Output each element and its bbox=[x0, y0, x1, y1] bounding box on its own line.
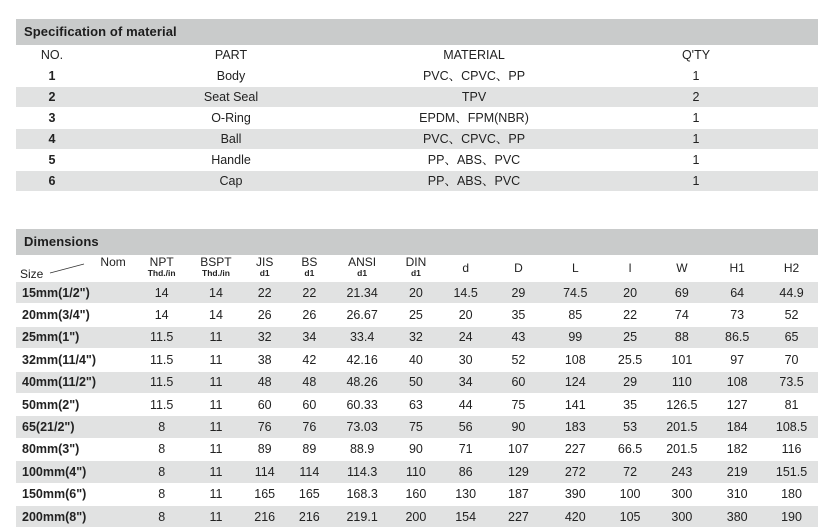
dim-value-cell: 11.5 bbox=[134, 349, 190, 371]
spec-header-material: MATERIAL bbox=[443, 48, 505, 62]
dim-value-cell: 20 bbox=[393, 282, 440, 304]
dim-value-cell: 73 bbox=[709, 304, 765, 326]
dim-size-cell: 25mm(1") bbox=[16, 326, 134, 348]
dim-value-cell: 219 bbox=[709, 461, 765, 483]
dim-value-cell: 43 bbox=[492, 326, 545, 348]
dim-row bbox=[16, 326, 818, 348]
dim-value-cell: 30 bbox=[439, 349, 492, 371]
dim-value-cell: 25.5 bbox=[606, 349, 655, 371]
dim-header-row bbox=[16, 255, 818, 282]
dim-column-header bbox=[134, 255, 190, 282]
dim-column-header bbox=[654, 255, 709, 282]
dim-header-main: BSPT bbox=[200, 255, 232, 269]
spec-row bbox=[16, 129, 818, 150]
dim-header-main: H1 bbox=[729, 260, 745, 275]
dim-value-cell: 190 bbox=[765, 505, 818, 527]
dim-value-cell: 75 bbox=[393, 416, 440, 438]
dim-value-cell: 72 bbox=[606, 461, 655, 483]
spec-material-cell: PP、ABS、PVC bbox=[427, 153, 521, 167]
spec-no-cell: 2 bbox=[48, 90, 56, 104]
dim-value-cell: 168.3 bbox=[332, 483, 393, 505]
dim-value-cell: 69 bbox=[654, 282, 709, 304]
dim-value-cell: 300 bbox=[654, 505, 709, 527]
dim-value-cell: 35 bbox=[606, 393, 655, 415]
dim-value-cell: 101 bbox=[654, 349, 709, 371]
dim-value-cell: 227 bbox=[492, 505, 545, 527]
dim-value-cell: 105 bbox=[606, 505, 655, 527]
spec-part-cell: Cap bbox=[219, 174, 243, 188]
dim-value-cell: 70 bbox=[765, 349, 818, 371]
dim-value-cell: 14 bbox=[134, 304, 190, 326]
dim-value-cell: 42 bbox=[287, 349, 332, 371]
dim-column-header bbox=[287, 255, 332, 282]
dim-value-cell: 272 bbox=[545, 461, 606, 483]
dim-value-cell: 11 bbox=[190, 393, 243, 415]
dim-value-cell: 11.5 bbox=[134, 326, 190, 348]
dim-header-main: D bbox=[514, 260, 523, 275]
dim-row bbox=[16, 349, 818, 371]
dim-value-cell: 25 bbox=[606, 326, 655, 348]
dim-value-cell: 38 bbox=[242, 349, 287, 371]
dim-value-cell: 86.5 bbox=[709, 326, 765, 348]
dim-value-cell: 60 bbox=[492, 371, 545, 393]
dim-value-cell: 114 bbox=[242, 461, 287, 483]
dim-value-cell: 14 bbox=[190, 282, 243, 304]
dim-value-cell: 100 bbox=[606, 483, 655, 505]
dim-header-main: DIN bbox=[405, 255, 427, 269]
dim-column-header bbox=[765, 255, 818, 282]
dimensions-table bbox=[16, 229, 818, 528]
dim-column-header bbox=[492, 255, 545, 282]
dim-value-cell: 300 bbox=[654, 483, 709, 505]
dim-value-cell: 74.5 bbox=[545, 282, 606, 304]
dim-value-cell: 141 bbox=[545, 393, 606, 415]
spec-no-cell: 6 bbox=[48, 174, 56, 188]
dim-value-cell: 75 bbox=[492, 393, 545, 415]
dim-row bbox=[16, 483, 818, 505]
dim-value-cell: 21.34 bbox=[332, 282, 393, 304]
dim-corner-header bbox=[16, 255, 134, 282]
dim-value-cell: 184 bbox=[709, 416, 765, 438]
dim-value-cell: 124 bbox=[545, 371, 606, 393]
dim-value-cell: 22 bbox=[606, 304, 655, 326]
dim-header-main: JIS bbox=[256, 255, 274, 269]
dim-value-cell: 11 bbox=[190, 483, 243, 505]
dim-value-cell: 88.9 bbox=[332, 438, 393, 460]
spec-qty-cell: 1 bbox=[692, 174, 700, 188]
dim-value-cell: 24 bbox=[439, 326, 492, 348]
dim-value-cell: 14.5 bbox=[439, 282, 492, 304]
dim-value-cell: 14 bbox=[190, 304, 243, 326]
dim-header-sub: d1 bbox=[357, 268, 368, 278]
dim-size-cell: 50mm(2") bbox=[16, 393, 134, 415]
spec-header-part: PART bbox=[214, 48, 248, 62]
dim-value-cell: 129 bbox=[492, 461, 545, 483]
dim-header-main: l bbox=[628, 260, 632, 275]
dim-column-header bbox=[709, 255, 765, 282]
dim-value-cell: 99 bbox=[545, 326, 606, 348]
dim-size-cell: 100mm(4") bbox=[16, 461, 134, 483]
dim-value-cell: 108 bbox=[545, 349, 606, 371]
dim-value-cell: 44.9 bbox=[765, 282, 818, 304]
dim-column-header bbox=[545, 255, 606, 282]
spec-qty-cell: 1 bbox=[692, 111, 700, 125]
dim-value-cell: 48 bbox=[242, 371, 287, 393]
dim-value-cell: 219.1 bbox=[332, 505, 393, 527]
dim-size-cell: 150mm(6") bbox=[16, 483, 134, 505]
dim-value-cell: 22 bbox=[287, 282, 332, 304]
dim-header-sub: Thd./in bbox=[147, 268, 176, 278]
dim-header-main: W bbox=[676, 260, 688, 275]
dim-value-cell: 50 bbox=[393, 371, 440, 393]
dim-value-cell: 11 bbox=[190, 326, 243, 348]
dim-value-cell: 420 bbox=[545, 505, 606, 527]
dim-size-cell: 32mm(11/4") bbox=[16, 349, 134, 371]
dim-value-cell: 11 bbox=[190, 416, 243, 438]
dim-value-cell: 85 bbox=[545, 304, 606, 326]
dim-value-cell: 44 bbox=[439, 393, 492, 415]
dim-value-cell: 26 bbox=[287, 304, 332, 326]
dim-value-cell: 116 bbox=[765, 438, 818, 460]
dim-header-main: ANSI bbox=[348, 255, 377, 269]
dim-value-cell: 114.3 bbox=[332, 461, 393, 483]
dim-value-cell: 48.26 bbox=[332, 371, 393, 393]
dim-value-cell: 25 bbox=[393, 304, 440, 326]
spec-qty-cell: 1 bbox=[692, 153, 700, 167]
dim-value-cell: 8 bbox=[134, 461, 190, 483]
dim-size-cell: 40mm(11/2") bbox=[16, 371, 134, 393]
dim-value-cell: 34 bbox=[439, 371, 492, 393]
dim-value-cell: 11 bbox=[190, 349, 243, 371]
dim-value-cell: 107 bbox=[492, 438, 545, 460]
dim-value-cell: 8 bbox=[134, 438, 190, 460]
dim-value-cell: 56 bbox=[439, 416, 492, 438]
dim-value-cell: 63 bbox=[393, 393, 440, 415]
dim-column-header bbox=[606, 255, 655, 282]
dim-value-cell: 130 bbox=[439, 483, 492, 505]
dim-value-cell: 201.5 bbox=[654, 416, 709, 438]
dim-value-cell: 29 bbox=[492, 282, 545, 304]
dim-value-cell: 20 bbox=[606, 282, 655, 304]
dim-size-cell: 20mm(3/4") bbox=[16, 304, 134, 326]
dim-header-sub: d1 bbox=[410, 268, 421, 278]
spec-no-cell: 1 bbox=[48, 69, 56, 83]
dim-header-main: NPT bbox=[149, 255, 174, 269]
dim-header-sub: d1 bbox=[259, 268, 270, 278]
dim-size-cell: 65(21/2") bbox=[16, 416, 134, 438]
dim-value-cell: 42.16 bbox=[332, 349, 393, 371]
dim-value-cell: 65 bbox=[765, 326, 818, 348]
dim-header-main: d bbox=[462, 260, 469, 275]
nom-label: Nom bbox=[100, 255, 126, 269]
dim-row bbox=[16, 282, 818, 304]
dim-value-cell: 35 bbox=[492, 304, 545, 326]
dim-column-header bbox=[190, 255, 243, 282]
dim-value-cell: 34 bbox=[287, 326, 332, 348]
spec-material-cell: PVC、CPVC、PP bbox=[422, 132, 526, 146]
dim-value-cell: 60.33 bbox=[332, 393, 393, 415]
spec-header-no: NO. bbox=[40, 48, 64, 62]
dim-row bbox=[16, 371, 818, 393]
dim-value-cell: 33.4 bbox=[332, 326, 393, 348]
dimensions-title: Dimensions bbox=[16, 229, 818, 255]
dim-value-cell: 200 bbox=[393, 505, 440, 527]
dim-value-cell: 89 bbox=[287, 438, 332, 460]
dim-value-cell: 11.5 bbox=[134, 371, 190, 393]
dim-header-main: L bbox=[571, 260, 579, 275]
spec-header-row bbox=[16, 45, 818, 66]
dim-value-cell: 32 bbox=[242, 326, 287, 348]
spec-row bbox=[16, 87, 818, 108]
spec-qty-cell: 1 bbox=[692, 69, 700, 83]
dim-value-cell: 26 bbox=[242, 304, 287, 326]
dim-header-sub: d1 bbox=[304, 268, 315, 278]
dim-value-cell: 11 bbox=[190, 505, 243, 527]
dim-value-cell: 90 bbox=[393, 438, 440, 460]
dim-value-cell: 60 bbox=[242, 393, 287, 415]
spec-qty-cell: 1 bbox=[692, 132, 700, 146]
size-label: Size bbox=[20, 267, 44, 281]
dim-value-cell: 73.03 bbox=[332, 416, 393, 438]
spec-row bbox=[16, 150, 818, 171]
dim-value-cell: 154 bbox=[439, 505, 492, 527]
dim-value-cell: 11.5 bbox=[134, 393, 190, 415]
spec-part-cell: Ball bbox=[220, 132, 242, 146]
dim-value-cell: 97 bbox=[709, 349, 765, 371]
dim-row bbox=[16, 304, 818, 326]
dim-value-cell: 74 bbox=[654, 304, 709, 326]
dim-value-cell: 227 bbox=[545, 438, 606, 460]
dim-value-cell: 89 bbox=[242, 438, 287, 460]
dim-value-cell: 76 bbox=[242, 416, 287, 438]
spec-row bbox=[16, 66, 818, 87]
dim-value-cell: 26.67 bbox=[332, 304, 393, 326]
dim-value-cell: 110 bbox=[654, 371, 709, 393]
spec-rows bbox=[16, 66, 818, 192]
dim-row bbox=[16, 461, 818, 483]
dim-value-cell: 14 bbox=[134, 282, 190, 304]
specification-title: Specification of material bbox=[16, 19, 818, 45]
dim-size-cell: 200mm(8") bbox=[16, 505, 134, 527]
dim-value-cell: 108.5 bbox=[765, 416, 818, 438]
dim-value-cell: 11 bbox=[190, 371, 243, 393]
dim-value-cell: 8 bbox=[134, 483, 190, 505]
dim-column-header bbox=[332, 255, 393, 282]
dim-size-cell: 80mm(3") bbox=[16, 438, 134, 460]
specification-table bbox=[16, 19, 818, 192]
dim-row bbox=[16, 416, 818, 438]
dim-column-header bbox=[439, 255, 492, 282]
dim-value-cell: 187 bbox=[492, 483, 545, 505]
dim-size-cell: 15mm(1/2") bbox=[16, 282, 134, 304]
dim-header-main: BS bbox=[301, 255, 318, 269]
dim-value-cell: 20 bbox=[439, 304, 492, 326]
spec-no-cell: 4 bbox=[48, 132, 56, 146]
dim-value-cell: 390 bbox=[545, 483, 606, 505]
dim-value-cell: 76 bbox=[287, 416, 332, 438]
dim-row bbox=[16, 505, 818, 527]
spec-part-cell: O-Ring bbox=[211, 111, 251, 125]
dim-value-cell: 380 bbox=[709, 505, 765, 527]
dim-value-cell: 151.5 bbox=[765, 461, 818, 483]
spec-no-cell: 5 bbox=[48, 153, 56, 167]
spec-material-cell: EPDM、FPM(NBR) bbox=[419, 111, 529, 125]
dim-value-cell: 182 bbox=[709, 438, 765, 460]
dim-header-sub: Thd./in bbox=[202, 268, 230, 278]
dim-row bbox=[16, 438, 818, 460]
dim-value-cell: 126.5 bbox=[654, 393, 709, 415]
dim-value-cell: 64 bbox=[709, 282, 765, 304]
spec-row bbox=[16, 108, 818, 129]
dim-value-cell: 8 bbox=[134, 505, 190, 527]
spec-material-cell: TPV bbox=[461, 90, 487, 104]
dim-value-cell: 32 bbox=[393, 326, 440, 348]
dim-value-cell: 160 bbox=[393, 483, 440, 505]
spec-material-cell: PVC、CPVC、PP bbox=[422, 69, 526, 83]
dimensions-grid bbox=[16, 255, 818, 528]
dim-value-cell: 52 bbox=[765, 304, 818, 326]
dim-header-main: H2 bbox=[783, 260, 800, 275]
dim-value-cell: 165 bbox=[242, 483, 287, 505]
dim-value-cell: 127 bbox=[709, 393, 765, 415]
dim-value-cell: 29 bbox=[606, 371, 655, 393]
dim-value-cell: 81 bbox=[765, 393, 818, 415]
spec-qty-cell: 2 bbox=[692, 90, 700, 104]
dim-row bbox=[16, 393, 818, 415]
spec-part-cell: Seat Seal bbox=[203, 90, 259, 104]
dim-value-cell: 90 bbox=[492, 416, 545, 438]
dim-value-cell: 52 bbox=[492, 349, 545, 371]
dim-value-cell: 88 bbox=[654, 326, 709, 348]
dim-value-cell: 11 bbox=[190, 461, 243, 483]
dim-column-header bbox=[393, 255, 440, 282]
dim-value-cell: 201.5 bbox=[654, 438, 709, 460]
dim-value-cell: 86 bbox=[439, 461, 492, 483]
spec-no-cell: 3 bbox=[48, 111, 56, 125]
dim-value-cell: 216 bbox=[242, 505, 287, 527]
spec-row bbox=[16, 171, 818, 192]
dim-value-cell: 60 bbox=[287, 393, 332, 415]
dim-value-cell: 11 bbox=[190, 438, 243, 460]
dim-value-cell: 73.5 bbox=[765, 371, 818, 393]
dim-value-cell: 66.5 bbox=[606, 438, 655, 460]
dim-value-cell: 40 bbox=[393, 349, 440, 371]
dim-value-cell: 180 bbox=[765, 483, 818, 505]
dim-value-cell: 310 bbox=[709, 483, 765, 505]
dim-value-cell: 8 bbox=[134, 416, 190, 438]
spec-header-qty: Q'TY bbox=[681, 48, 711, 62]
dim-value-cell: 110 bbox=[393, 461, 440, 483]
dim-value-cell: 71 bbox=[439, 438, 492, 460]
dim-value-cell: 183 bbox=[545, 416, 606, 438]
dim-value-cell: 216 bbox=[287, 505, 332, 527]
dim-column-header bbox=[242, 255, 287, 282]
spec-part-cell: Body bbox=[216, 69, 246, 83]
dim-value-cell: 48 bbox=[287, 371, 332, 393]
spec-part-cell: Handle bbox=[211, 153, 251, 167]
spec-material-cell: PP、ABS、PVC bbox=[427, 174, 521, 188]
dim-value-cell: 108 bbox=[709, 371, 765, 393]
dim-value-cell: 53 bbox=[606, 416, 655, 438]
dim-value-cell: 114 bbox=[287, 461, 332, 483]
dim-value-cell: 243 bbox=[654, 461, 709, 483]
dim-value-cell: 22 bbox=[242, 282, 287, 304]
dim-value-cell: 165 bbox=[287, 483, 332, 505]
